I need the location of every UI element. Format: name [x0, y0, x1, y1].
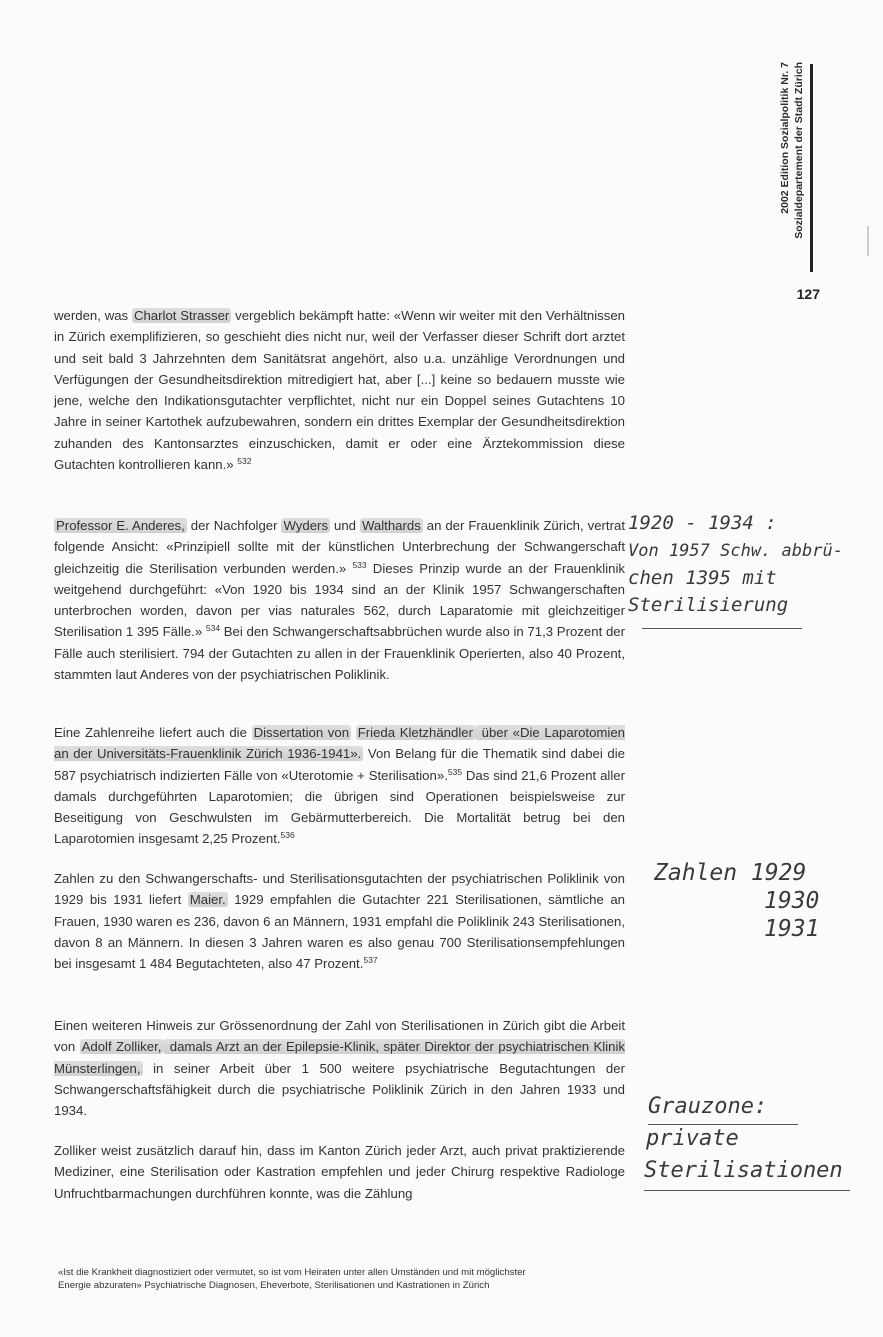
handwritten-underline — [642, 628, 802, 629]
footnote-ref: 537 — [363, 955, 378, 966]
handwritten-note-line: chen 1395 mit — [628, 567, 777, 589]
running-head-line-1: 2002 Edition Sozialpolitik Nr. 7 — [779, 62, 791, 214]
paragraph — [54, 515, 625, 685]
highlighted-text: Adolf Zolliker, — [81, 1039, 162, 1055]
text-run: Zahlen zu den Schwangerschafts- und Sterilisationsgutachten der psychiatrischen Poliklinik von 1929 bis 1931 liefert — [54, 871, 625, 908]
highlighted-text: Frieda Kletzhändler — [357, 725, 474, 740]
paragraph — [54, 868, 625, 974]
highlighted-text: damals Arzt an der Epilepsie-Klinik, später Direktor der psychiatrischen Klinik Münsterlingen, — [54, 1039, 625, 1076]
text-run: Das sind 21,6 Prozent aller damals durchgeführten Laparotomien; die übrigen sind Operationen beispielsweise zur Beseitigung von Geschwulsten im Gebärmutterbereich. Die Mortalität betrug bei den Laparotomien insgesamt 2,25 Prozent. — [54, 767, 625, 847]
highlighted-text: Dissertation von — [253, 725, 350, 740]
text-run: und — [330, 518, 360, 533]
footnote-ref: 534 — [205, 623, 221, 634]
handwritten-note-line: private — [646, 1126, 739, 1151]
text-run: Zolliker weist zusätzlich darauf hin, dass im Kanton Zürich jeder Arzt, auch privat praktizierende Mediziner, eine Sterilisation oder Kastration empfehlen und jeder Chirurg respektive Radiologe Unfruchtbarmachungen durchführen konnte, was die Zählung — [54, 1143, 625, 1201]
handwritten-underline — [644, 1190, 850, 1191]
highlighted-text: Maier. — [189, 892, 226, 908]
handwritten-note-years: 1920 - 1934 : — [628, 512, 777, 534]
running-head-line-2: Sozialdepartement der Stadt Zürich — [793, 62, 805, 239]
running-head-rule — [810, 64, 813, 272]
text-run: werden, was — [54, 308, 132, 323]
handwritten-underline — [648, 1124, 798, 1125]
edge-mark — [867, 226, 869, 256]
highlighted-text: Walthards — [361, 518, 421, 533]
text-run: Bei den Schwangerschaftsabbrüchen wurde also in 71,3 Prozent der Fälle auch sterilisiert. 794 der Gutachten zu allen in der Frauenklinik Operierten, also 40 Prozent, stammten laut Anderes von der psychiatrischen Poliklinik. — [54, 624, 625, 683]
highlighted-text: Charlot Strasser — [133, 308, 230, 323]
footnote-ref: 533 — [352, 559, 367, 570]
highlighted-text: Wyders — [283, 518, 329, 533]
text-run: der Nachfolger — [186, 518, 282, 533]
text-run: in seiner Arbeit über 1 500 weitere psychiatrische Begutachtungen der Schwangerschaftsfähigkeit durch die psychiatrische Poliklinik Zürich in den Jahren 1933 und 1934. — [54, 1060, 625, 1119]
paragraph — [54, 1015, 625, 1121]
handwritten-note-line: 1931 — [764, 916, 820, 942]
paragraph — [54, 1140, 625, 1204]
footer-line-1: «Ist die Krankheit diagnostiziert oder vermutet, so ist vom Heiraten unter allen Umständen und mit möglichster — [58, 1267, 526, 1278]
text-run — [351, 725, 356, 740]
footnote-ref: 536 — [280, 830, 295, 841]
running-head — [778, 62, 814, 274]
handwritten-note-grauzone: Grauzone: — [648, 1094, 768, 1119]
handwritten-note-line: Sterilisierung — [628, 594, 789, 616]
footer-line-2: Energie abzuraten» Psychiatrische Diagnosen, Eheverbote, Sterilisationen und Kastrationen in Zürich — [58, 1280, 490, 1291]
handwritten-note-line: Von 1957 Schw. abbrü- — [628, 541, 843, 561]
highlighted-text: Professor E. Anderes, — [56, 518, 185, 533]
handwritten-note-line: 1930 — [764, 888, 820, 914]
text-run: Dieses Prinzip wurde an der Frauenklinik weitgehend durchgeführt: «Von 1920 bis 1934 sind an der Klinik 1957 Schwangerschaften unterbrochen worden, davon per vias naturales 562, durch Laparatomie mit gleichzeitiger Sterilisation 1 395 Fälle.» — [54, 560, 625, 640]
highlighted-text: über «Die Laparotomien an der Universitäts-Frauenklinik Zürich 1936-1941». — [54, 725, 626, 762]
footnote-ref: 535 — [447, 766, 463, 777]
text-run: vergeblich bekämpft hatte: «Wenn wir weiter mit den Verhältnissen in Zürich exemplifizieren, so geschieht dies nicht nur, weil der Verfasser dieser Schrift dort arztet und seit bald 3 Jahrzehnten dem Sanitätsrat angehört, also u.a. unzählige Verordnungen und Verfügungen der Gesundheitsdirektion mitredigiert hat, aber [...] keine so bedauern musste wie jene, welche den Indikationsgutachter verpflichtet, nicht nur ein Doppel seines Gutachtens 10 Jahre in seiner Kartothek aufzubewahren, sondern ein drittes Exemplar der Gesundheitsdirektion zuhanden des Kantonsarztes einzuschicken, damit er oder eine Ärztekommission diese Gutachten kontrollieren kann.» — [54, 308, 625, 473]
text-run: Eine Zahlenreihe liefert auch die — [54, 725, 252, 740]
text-run: 1929 empfahlen die Gutachter 221 Sterilisationen, sämtliche an Frauen, 1930 waren es 236, davon 6 an Männern, 1931 empfahl die Poliklinik 243 Sterilisationen, davon 8 an Männern. In diesen 3 Jahren waren es also genau 700 Sterilisationsempfehlungen bei insgesamt 1 484 Begutachteten, also 47 Prozent. — [54, 892, 625, 972]
handwritten-note-line: Sterilisationen — [644, 1158, 843, 1183]
text-run: Einen weiteren Hinweis zur Grössenordnung der Zahl von Sterilisationen in Zürich gibt die Arbeit von — [54, 1018, 625, 1055]
page-footer — [58, 1266, 638, 1292]
text-run: Von Belang für die Thematik sind dabei die 587 psychiatrisch indizierten Fälle von «Uterotomie + Sterilisation». — [54, 746, 625, 783]
paragraph — [54, 305, 625, 475]
text-run: an der Frauenklinik Zürich, vertrat folgende Ansicht: «Prinzipiell sollte mit der künstlichen Unterbrechung der Schwangerschaft gleichzeitig die Sterilisation verbunden werden.» — [54, 518, 625, 576]
footnote-ref: 532 — [237, 456, 252, 467]
paragraph — [54, 722, 625, 850]
handwritten-note-numbers: Zahlen 1929 — [654, 860, 807, 886]
page-number: 127 — [796, 286, 820, 302]
